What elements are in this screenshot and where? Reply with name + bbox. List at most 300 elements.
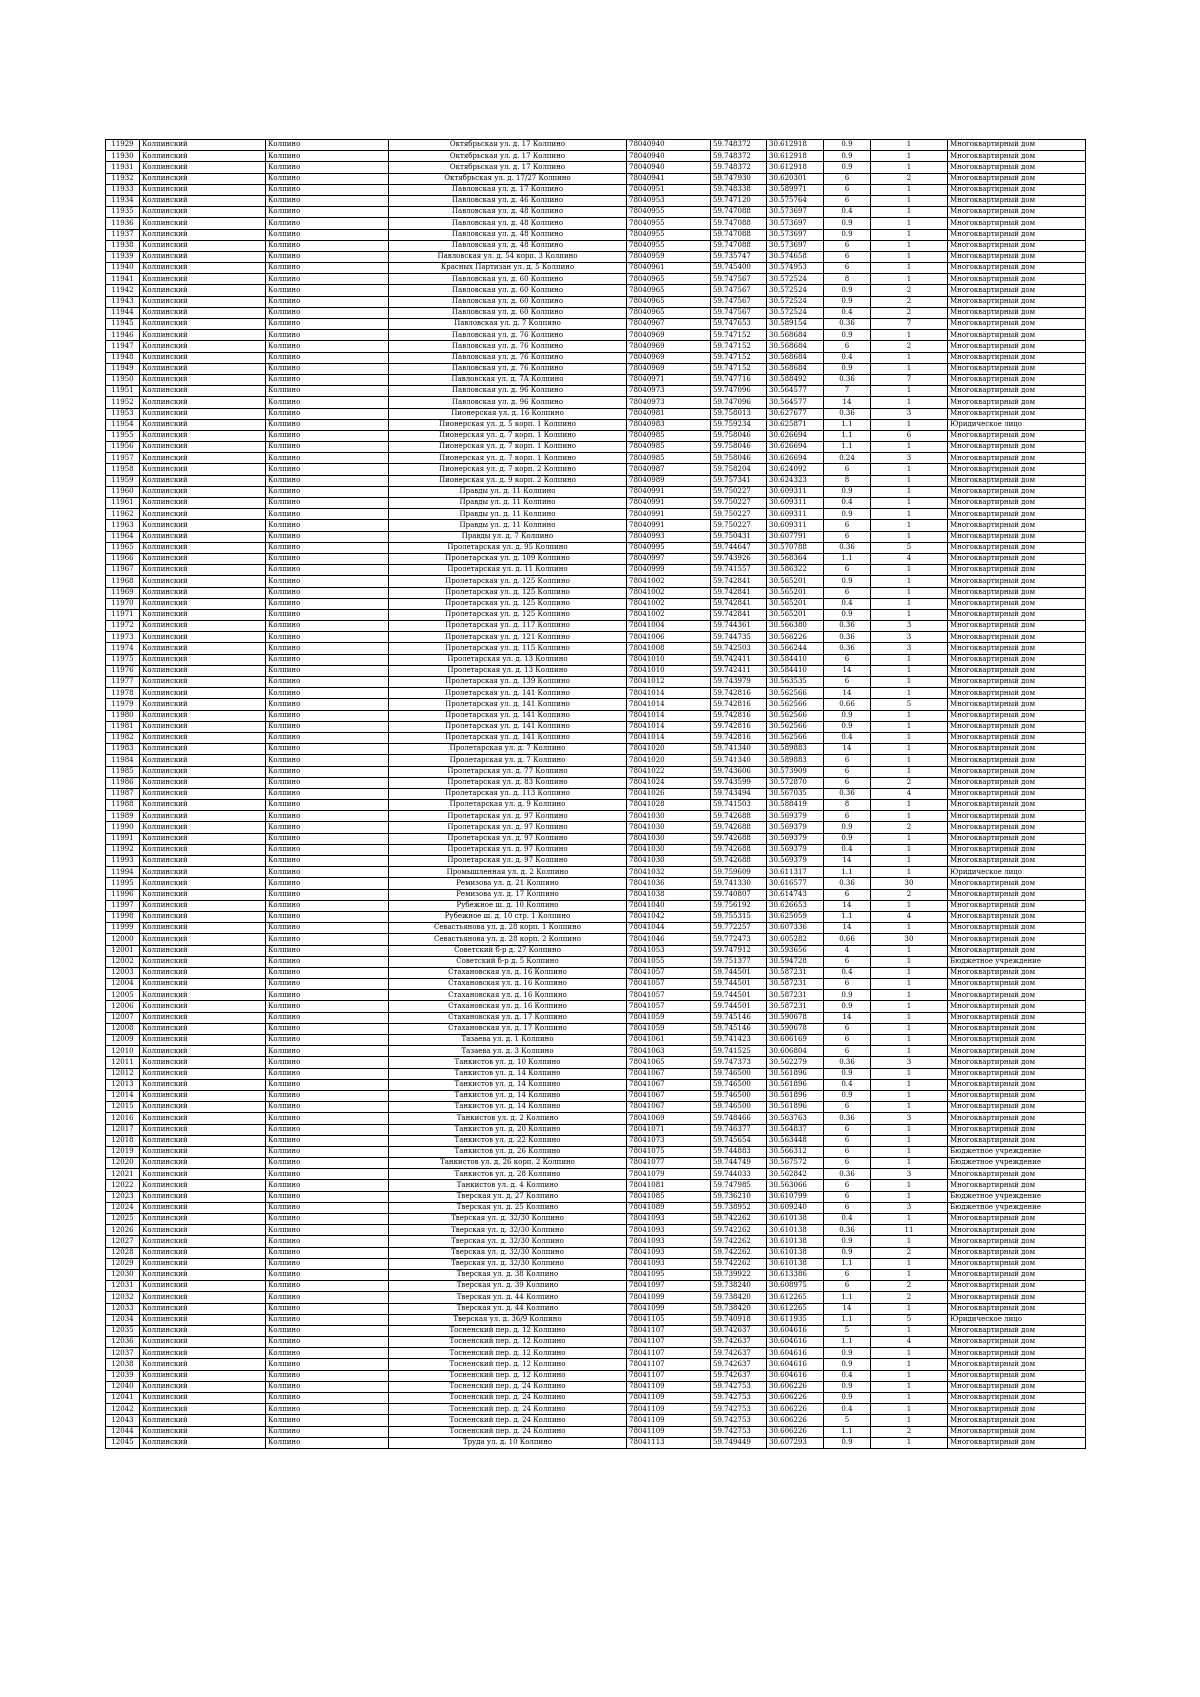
address-cell: Пролетарская ул. д. 109 Колпино xyxy=(389,553,627,564)
code-cell: 78041059 xyxy=(627,1012,711,1023)
row-number: 11984 xyxy=(106,755,140,766)
table-row xyxy=(106,1023,1086,1034)
table-row xyxy=(106,1337,1086,1348)
latitude-cell: 59.742637 xyxy=(711,1337,767,1348)
latitude-cell: 59.742262 xyxy=(711,1225,767,1236)
count-cell: 1 xyxy=(871,945,948,956)
row-number: 11990 xyxy=(106,822,140,833)
locality-cell: Колпино xyxy=(266,509,389,520)
district-cell: Колпинский xyxy=(140,1370,266,1381)
longitude-cell: 30.562566 xyxy=(767,699,824,710)
longitude-cell: 30.626694 xyxy=(767,430,824,441)
longitude-cell: 30.561896 xyxy=(767,1102,824,1113)
count-cell: 5 xyxy=(871,542,948,553)
latitude-cell: 59.747930 xyxy=(711,173,767,184)
type-cell: Многоквартирный дом xyxy=(948,1281,1086,1292)
type-cell: Многоквартирный дом xyxy=(948,587,1086,598)
locality-cell: Колпино xyxy=(266,207,389,218)
count-cell: 3 xyxy=(871,632,948,643)
type-cell: Многоквартирный дом xyxy=(948,565,1086,576)
district-cell: Колпинский xyxy=(140,498,266,509)
value-cell: 0.9 xyxy=(824,151,871,162)
district-cell: Колпинский xyxy=(140,990,266,1001)
type-cell: Многоквартирный дом xyxy=(948,1303,1086,1314)
row-number: 12015 xyxy=(106,1102,140,1113)
table-row xyxy=(106,967,1086,978)
table-row xyxy=(106,833,1086,844)
value-cell: 6 xyxy=(824,184,871,195)
value-cell: 0.9 xyxy=(824,1381,871,1392)
locality-cell: Колпино xyxy=(266,419,389,430)
address-cell: Павловская ул. д. 48 Колпино xyxy=(389,240,627,251)
type-cell: Многоквартирный дом xyxy=(948,1090,1086,1101)
type-cell: Многоквартирный дом xyxy=(948,307,1086,318)
longitude-cell: 30.573697 xyxy=(767,229,824,240)
table-row xyxy=(106,1269,1086,1280)
count-cell: 1 xyxy=(871,263,948,274)
code-cell: 78041107 xyxy=(627,1359,711,1370)
address-cell: Пролетарская ул. д. 117 Колпино xyxy=(389,621,627,632)
address-cell: Тосненский пер. д. 12 Колпино xyxy=(389,1325,627,1336)
locality-cell: Колпино xyxy=(266,1023,389,1034)
type-cell: Многоквартирный дом xyxy=(948,621,1086,632)
type-cell: Многоквартирный дом xyxy=(948,475,1086,486)
type-cell: Многоквартирный дом xyxy=(948,833,1086,844)
row-number: 12024 xyxy=(106,1202,140,1213)
district-cell: Колпинский xyxy=(140,800,266,811)
table-row xyxy=(106,363,1086,374)
longitude-cell: 30.606226 xyxy=(767,1404,824,1415)
row-number: 11956 xyxy=(106,442,140,453)
address-cell: Павловская ул. д. 48 Колпино xyxy=(389,207,627,218)
locality-cell: Колпино xyxy=(266,1169,389,1180)
locality-cell: Колпино xyxy=(266,777,389,788)
address-cell: Тверская ул. д. 38 Колпино xyxy=(389,1269,627,1280)
longitude-cell: 30.563448 xyxy=(767,1135,824,1146)
latitude-cell: 59.748466 xyxy=(711,1113,767,1124)
latitude-cell: 59.738952 xyxy=(711,1202,767,1213)
value-cell: 0.9 xyxy=(824,296,871,307)
address-cell: Тосненский пер. д. 12 Колпино xyxy=(389,1359,627,1370)
type-cell: Многоквартирный дом xyxy=(948,766,1086,777)
row-number: 11996 xyxy=(106,889,140,900)
type-cell: Многоквартирный дом xyxy=(948,1079,1086,1090)
table-row xyxy=(106,1381,1086,1392)
latitude-cell: 59.742816 xyxy=(711,710,767,721)
code-cell: 78040985 xyxy=(627,453,711,464)
type-cell: Многоквартирный дом xyxy=(948,677,1086,688)
count-cell: 1 xyxy=(871,867,948,878)
type-cell: Многоквартирный дом xyxy=(948,923,1086,934)
locality-cell: Колпино xyxy=(266,1281,389,1292)
latitude-cell: 59.758046 xyxy=(711,453,767,464)
address-cell: Пролетарская ул. д. 141 Колпино xyxy=(389,710,627,721)
address-cell: Пролетарская ул. д. 121 Колпино xyxy=(389,632,627,643)
address-cell: Пионерская ул. д. 7 корп. 1 Колпино xyxy=(389,430,627,441)
latitude-cell: 59.747567 xyxy=(711,285,767,296)
address-cell: Павловская ул. д. 48 Колпино xyxy=(389,229,627,240)
table-row xyxy=(106,1348,1086,1359)
row-number: 11974 xyxy=(106,643,140,654)
count-cell: 30 xyxy=(871,878,948,889)
address-cell: Павловская ул. д. 76 Колпино xyxy=(389,341,627,352)
type-cell: Многоквартирный дом xyxy=(948,140,1086,151)
row-number: 11962 xyxy=(106,509,140,520)
longitude-cell: 30.610138 xyxy=(767,1225,824,1236)
count-cell: 1 xyxy=(871,274,948,285)
locality-cell: Колпино xyxy=(266,1124,389,1135)
district-cell: Колпинский xyxy=(140,1023,266,1034)
table-row xyxy=(106,788,1086,799)
count-cell: 1 xyxy=(871,677,948,688)
address-cell: Тверская ул. д. 44 Колпино xyxy=(389,1292,627,1303)
address-cell: Тосненский пер. д. 24 Колпино xyxy=(389,1426,627,1437)
longitude-cell: 30.624092 xyxy=(767,464,824,475)
value-cell: 0.9 xyxy=(824,1090,871,1101)
address-cell: Танкистов ул. д. 26 Колпино xyxy=(389,1146,627,1157)
latitude-cell: 59.747985 xyxy=(711,1180,767,1191)
longitude-cell: 30.590678 xyxy=(767,1023,824,1034)
longitude-cell: 30.612918 xyxy=(767,151,824,162)
district-cell: Колпинский xyxy=(140,486,266,497)
value-cell: 0.36 xyxy=(824,1169,871,1180)
address-cell: Тосненский пер. д. 12 Колпино xyxy=(389,1370,627,1381)
type-cell: Многоквартирный дом xyxy=(948,1247,1086,1258)
district-cell: Колпинский xyxy=(140,553,266,564)
count-cell: 1 xyxy=(871,229,948,240)
count-cell: 5 xyxy=(871,1314,948,1325)
latitude-cell: 59.742262 xyxy=(711,1258,767,1269)
table-row xyxy=(106,464,1086,475)
latitude-cell: 59.747653 xyxy=(711,319,767,330)
code-cell: 78040965 xyxy=(627,296,711,307)
count-cell: 1 xyxy=(871,1124,948,1135)
value-cell: 0.36 xyxy=(824,1057,871,1068)
table-row xyxy=(106,632,1086,643)
count-cell: 1 xyxy=(871,184,948,195)
table-row xyxy=(106,688,1086,699)
locality-cell: Колпино xyxy=(266,1437,389,1448)
address-cell: Танкистов ул. д. 10 Колпино xyxy=(389,1057,627,1068)
longitude-cell: 30.606226 xyxy=(767,1426,824,1437)
row-number: 12013 xyxy=(106,1079,140,1090)
longitude-cell: 30.569379 xyxy=(767,856,824,867)
address-cell: Танкистов ул. д. 14 Колпино xyxy=(389,1079,627,1090)
value-cell: 0.9 xyxy=(824,1393,871,1404)
district-cell: Колпинский xyxy=(140,1258,266,1269)
code-cell: 78040955 xyxy=(627,240,711,251)
row-number: 11942 xyxy=(106,285,140,296)
locality-cell: Колпино xyxy=(266,319,389,330)
longitude-cell: 30.607293 xyxy=(767,1437,824,1448)
type-cell: Многоквартирный дом xyxy=(948,330,1086,341)
address-cell: Пионерская ул. д. 7 корп. 2 Колпино xyxy=(389,464,627,475)
district-cell: Колпинский xyxy=(140,923,266,934)
district-cell: Колпинский xyxy=(140,1102,266,1113)
count-cell: 3 xyxy=(871,408,948,419)
code-cell: 78041020 xyxy=(627,744,711,755)
value-cell: 7 xyxy=(824,386,871,397)
type-cell: Бюджетное учреждение xyxy=(948,1191,1086,1202)
longitude-cell: 30.609311 xyxy=(767,486,824,497)
locality-cell: Колпино xyxy=(266,1214,389,1225)
type-cell: Многоквартирный дом xyxy=(948,721,1086,732)
count-cell: 1 xyxy=(871,1191,948,1202)
latitude-cell: 59.758204 xyxy=(711,464,767,475)
locality-cell: Колпино xyxy=(266,184,389,195)
row-number: 11997 xyxy=(106,900,140,911)
row-number: 12032 xyxy=(106,1292,140,1303)
locality-cell: Колпино xyxy=(266,341,389,352)
address-cell: Павловская ул. д. 96 Колпино xyxy=(389,397,627,408)
latitude-cell: 59.757341 xyxy=(711,475,767,486)
count-cell: 1 xyxy=(871,442,948,453)
locality-cell: Колпино xyxy=(266,475,389,486)
longitude-cell: 30.620301 xyxy=(767,173,824,184)
latitude-cell: 59.742841 xyxy=(711,587,767,598)
locality-cell: Колпино xyxy=(266,352,389,363)
row-number: 12033 xyxy=(106,1303,140,1314)
longitude-cell: 30.626694 xyxy=(767,442,824,453)
district-cell: Колпинский xyxy=(140,833,266,844)
address-cell: Стахановская ул. д. 16 Колпино xyxy=(389,967,627,978)
code-cell: 78041030 xyxy=(627,811,711,822)
row-number: 11999 xyxy=(106,923,140,934)
latitude-cell: 59.741340 xyxy=(711,744,767,755)
address-cell: Пролетарская ул. д. 11 Колпино xyxy=(389,565,627,576)
type-cell: Многоквартирный дом xyxy=(948,576,1086,587)
code-cell: 78041065 xyxy=(627,1057,711,1068)
latitude-cell: 59.742688 xyxy=(711,811,767,822)
type-cell: Многоквартирный дом xyxy=(948,710,1086,721)
locality-cell: Колпино xyxy=(266,542,389,553)
value-cell: 0.36 xyxy=(824,542,871,553)
code-cell: 78040973 xyxy=(627,386,711,397)
row-number: 11991 xyxy=(106,833,140,844)
count-cell: 1 xyxy=(871,665,948,676)
latitude-cell: 59.740807 xyxy=(711,889,767,900)
district-cell: Колпинский xyxy=(140,341,266,352)
latitude-cell: 59.748372 xyxy=(711,162,767,173)
value-cell: 1.1 xyxy=(824,1337,871,1348)
type-cell: Многоквартирный дом xyxy=(948,229,1086,240)
count-cell: 1 xyxy=(871,386,948,397)
count-cell: 1 xyxy=(871,1102,948,1113)
count-cell: 1 xyxy=(871,151,948,162)
type-cell: Многоквартирный дом xyxy=(948,1035,1086,1046)
district-cell: Колпинский xyxy=(140,140,266,151)
table-row xyxy=(106,1437,1086,1448)
district-cell: Колпинский xyxy=(140,151,266,162)
address-cell: Тосненский пер. д. 24 Колпино xyxy=(389,1404,627,1415)
table-row xyxy=(106,1426,1086,1437)
count-cell: 4 xyxy=(871,788,948,799)
district-cell: Колпинский xyxy=(140,1348,266,1359)
count-cell: 4 xyxy=(871,1337,948,1348)
row-number: 11961 xyxy=(106,498,140,509)
longitude-cell: 30.561896 xyxy=(767,1068,824,1079)
longitude-cell: 30.570788 xyxy=(767,542,824,553)
table-row xyxy=(106,911,1086,922)
locality-cell: Колпино xyxy=(266,632,389,643)
latitude-cell: 59.743606 xyxy=(711,766,767,777)
address-cell: Пролетарская ул. д. 83 Колпино xyxy=(389,777,627,788)
code-cell: 78041081 xyxy=(627,1180,711,1191)
address-cell: Октябрьская ул. д. 17 Колпино xyxy=(389,162,627,173)
locality-cell: Колпино xyxy=(266,1236,389,1247)
row-number: 12034 xyxy=(106,1314,140,1325)
value-cell: 0.66 xyxy=(824,934,871,945)
table-row xyxy=(106,307,1086,318)
count-cell: 1 xyxy=(871,1079,948,1090)
type-cell: Бюджетное учреждение xyxy=(948,1202,1086,1213)
code-cell: 78040991 xyxy=(627,509,711,520)
latitude-cell: 59.738240 xyxy=(711,1281,767,1292)
row-number: 12038 xyxy=(106,1359,140,1370)
count-cell: 1 xyxy=(871,856,948,867)
row-number: 12016 xyxy=(106,1113,140,1124)
district-cell: Колпинский xyxy=(140,1404,266,1415)
latitude-cell: 59.741330 xyxy=(711,878,767,889)
count-cell: 3 xyxy=(871,1169,948,1180)
address-cell: Пионерская ул. д. 5 корп. 1 Колпино xyxy=(389,419,627,430)
table-row xyxy=(106,408,1086,419)
district-cell: Колпинский xyxy=(140,442,266,453)
row-number: 12019 xyxy=(106,1146,140,1157)
table-row xyxy=(106,285,1086,296)
row-number: 12005 xyxy=(106,990,140,1001)
longitude-cell: 30.568684 xyxy=(767,352,824,363)
type-cell: Многоквартирный дом xyxy=(948,822,1086,833)
count-cell: 1 xyxy=(871,464,948,475)
row-number: 11941 xyxy=(106,274,140,285)
locality-cell: Колпино xyxy=(266,1090,389,1101)
count-cell: 1 xyxy=(871,710,948,721)
value-cell: 0.9 xyxy=(824,576,871,587)
value-cell: 6 xyxy=(824,755,871,766)
type-cell: Многоквартирный дом xyxy=(948,296,1086,307)
locality-cell: Колпино xyxy=(266,1258,389,1269)
row-number: 12040 xyxy=(106,1381,140,1392)
table-row xyxy=(106,195,1086,206)
row-number: 12025 xyxy=(106,1214,140,1225)
district-cell: Колпинский xyxy=(140,173,266,184)
value-cell: 0.36 xyxy=(824,643,871,654)
address-cell: Правды ул. д. 11 Колпино xyxy=(389,498,627,509)
longitude-cell: 30.561896 xyxy=(767,1090,824,1101)
address-cell: Тверская ул. д. 27 Колпино xyxy=(389,1191,627,1202)
district-cell: Колпинский xyxy=(140,184,266,195)
value-cell: 0.9 xyxy=(824,218,871,229)
address-cell: Танкистов ул. д. 22 Колпино xyxy=(389,1135,627,1146)
district-cell: Колпинский xyxy=(140,744,266,755)
table-row xyxy=(106,721,1086,732)
locality-cell: Колпино xyxy=(266,1180,389,1191)
table-row xyxy=(106,453,1086,464)
longitude-cell: 30.610799 xyxy=(767,1191,824,1202)
code-cell: 78040965 xyxy=(627,307,711,318)
value-cell: 6 xyxy=(824,1124,871,1135)
district-cell: Колпинский xyxy=(140,811,266,822)
table-row xyxy=(106,699,1086,710)
type-cell: Юридическое лицо xyxy=(948,867,1086,878)
table-row xyxy=(106,598,1086,609)
latitude-cell: 59.746500 xyxy=(711,1090,767,1101)
value-cell: 6 xyxy=(824,1135,871,1146)
code-cell: 78041057 xyxy=(627,990,711,1001)
code-cell: 78041002 xyxy=(627,598,711,609)
value-cell: 0.24 xyxy=(824,453,871,464)
locality-cell: Колпино xyxy=(266,1113,389,1124)
district-cell: Колпинский xyxy=(140,1001,266,1012)
code-cell: 78041093 xyxy=(627,1225,711,1236)
value-cell: 0.4 xyxy=(824,732,871,743)
count-cell: 1 xyxy=(871,1135,948,1146)
count-cell: 1 xyxy=(871,923,948,934)
value-cell: 6 xyxy=(824,1269,871,1280)
table-row xyxy=(106,274,1086,285)
locality-cell: Колпино xyxy=(266,766,389,777)
longitude-cell: 30.609311 xyxy=(767,520,824,531)
type-cell: Многоквартирный дом xyxy=(948,1381,1086,1392)
latitude-cell: 59.745654 xyxy=(711,1135,767,1146)
district-cell: Колпинский xyxy=(140,1180,266,1191)
row-number: 12044 xyxy=(106,1426,140,1437)
type-cell: Многоквартирный дом xyxy=(948,654,1086,665)
table-row xyxy=(106,229,1086,240)
value-cell: 14 xyxy=(824,856,871,867)
count-cell: 7 xyxy=(871,319,948,330)
value-cell: 5 xyxy=(824,1325,871,1336)
district-cell: Колпинский xyxy=(140,1437,266,1448)
type-cell: Многоквартирный дом xyxy=(948,251,1086,262)
locality-cell: Колпино xyxy=(266,363,389,374)
code-cell: 78041032 xyxy=(627,867,711,878)
count-cell: 30 xyxy=(871,934,948,945)
code-cell: 78040965 xyxy=(627,285,711,296)
row-number: 11995 xyxy=(106,878,140,889)
district-cell: Колпинский xyxy=(140,1214,266,1225)
longitude-cell: 30.566380 xyxy=(767,621,824,632)
latitude-cell: 59.747152 xyxy=(711,330,767,341)
longitude-cell: 30.589883 xyxy=(767,744,824,755)
row-number: 12017 xyxy=(106,1124,140,1135)
locality-cell: Колпино xyxy=(266,1325,389,1336)
longitude-cell: 30.610138 xyxy=(767,1247,824,1258)
latitude-cell: 59.742688 xyxy=(711,822,767,833)
type-cell: Многоквартирный дом xyxy=(948,363,1086,374)
code-cell: 78041069 xyxy=(627,1113,711,1124)
type-cell: Многоквартирный дом xyxy=(948,498,1086,509)
count-cell: 3 xyxy=(871,621,948,632)
code-cell: 78041030 xyxy=(627,822,711,833)
address-cell: Пролетарская ул. д. 13 Колпино xyxy=(389,665,627,676)
table-row xyxy=(106,1012,1086,1023)
type-cell: Многоквартирный дом xyxy=(948,1046,1086,1057)
latitude-cell: 59.739922 xyxy=(711,1269,767,1280)
row-number: 11982 xyxy=(106,732,140,743)
table-row xyxy=(106,475,1086,486)
value-cell: 6 xyxy=(824,777,871,788)
longitude-cell: 30.568684 xyxy=(767,363,824,374)
row-number: 12008 xyxy=(106,1023,140,1034)
latitude-cell: 59.747152 xyxy=(711,363,767,374)
address-cell: Пролетарская ул. д. 125 Колпино xyxy=(389,576,627,587)
row-number: 11957 xyxy=(106,453,140,464)
code-cell: 78041077 xyxy=(627,1158,711,1169)
address-cell: Павловская ул. д. 60 Колпино xyxy=(389,307,627,318)
data-table xyxy=(105,139,1086,1449)
